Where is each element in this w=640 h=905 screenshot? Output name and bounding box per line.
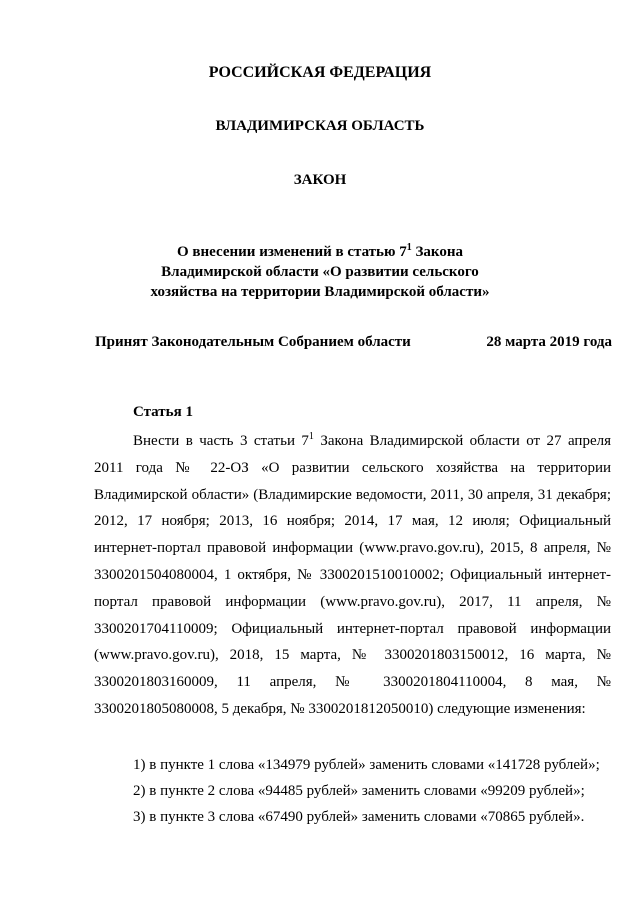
amendments-list [133, 752, 613, 830]
amendment-item: 2) в пункте 2 слова «94485 рублей» заменить словами «99209 рублей»; [133, 783, 585, 799]
law-subject [0, 242, 640, 302]
subject-line-1-text: О внесении изменений в статью 7 [177, 244, 407, 260]
amendment-item: 3) в пункте 3 слова «67490 рублей» заменить словами «70865 рублей». [133, 809, 585, 825]
article-heading: Статья 1 [133, 404, 193, 420]
subject-line-1 [0, 242, 640, 262]
subject-superscript: 1 [406, 242, 412, 253]
subject-line-2: Владимирской области «О развитии сельского [161, 264, 479, 280]
adoption-line [95, 334, 612, 351]
intro-superscript: 1 [308, 431, 314, 442]
intro-text-continued: Закона Владимирской области от 27 апреля 2011 года № 22-ОЗ «О развитии сельского хозяйства на территории Владимирской области» (Владимирские ведомости, 2011, 30 апреля, 31 декабря; 2012, 17 ноября; 2013, 16 ноября; 2014, 17 мая, 12 июля; Официальный интернет-портал правовой информации (www.pravo.gov.ru), 2015, 8 апреля, № 3300201504080004, 1 октября, № 3300201510010002; Официальный интернет-портал правовой информации (www.pravo.gov.ru), 2017, 11 апреля, № 3300201704110009; Официальный интернет-портал правовой информации (www.pravo.gov.ru), 2018, 15 марта, № 3300201803150012, 16 марта, № 3300201803160009, 11 апреля, № 3300201804110004, 8 мая, № 3300201805080008, 5 декабря, № 3300201812050010) следующие изменения: [94, 433, 611, 717]
document-type: ЗАКОН [293, 172, 347, 188]
subject-line-3: хозяйства на территории Владимирской области» [150, 284, 490, 300]
article-body [94, 428, 611, 723]
intro-text: Внести в часть 3 статьи 7 [133, 433, 309, 449]
region-title: ВЛАДИМИРСКАЯ ОБЛАСТЬ [215, 118, 425, 134]
article-intro [94, 428, 611, 723]
subject-line-1-tail: Закона [411, 244, 463, 260]
amendment-item: 1) в пункте 1 слова «134979 рублей» заменить словами «141728 рублей»; [133, 757, 600, 773]
country-title: РОССИЙСКАЯ ФЕДЕРАЦИЯ [208, 64, 432, 81]
adopted-by: Принят Законодательным Собранием области [95, 334, 411, 350]
adoption-date: 28 марта 2019 года [486, 334, 612, 350]
